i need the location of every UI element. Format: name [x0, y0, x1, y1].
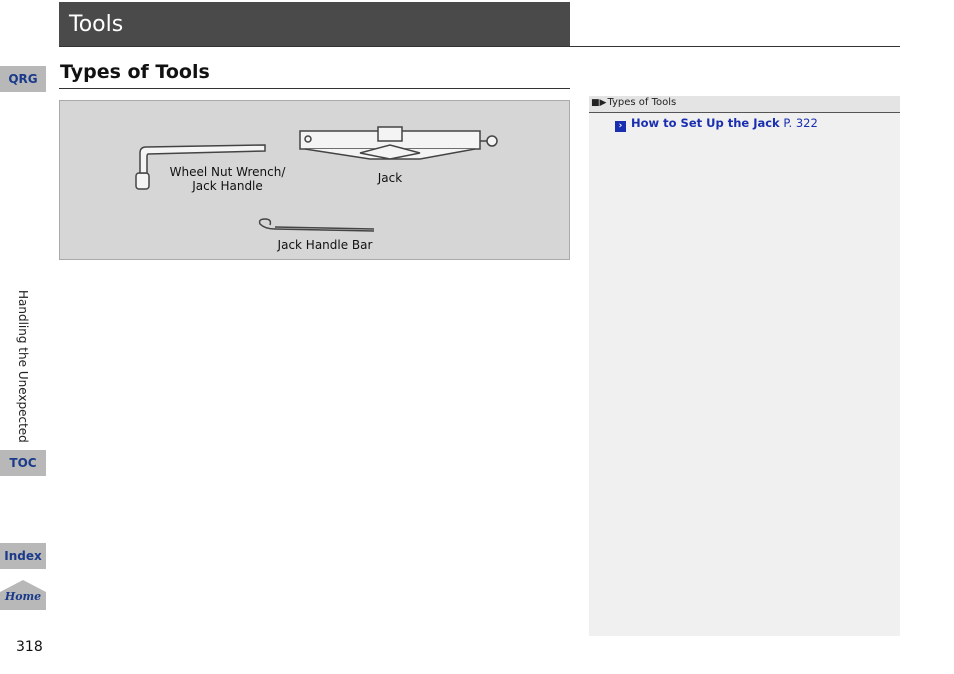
index-tab[interactable]: Index	[0, 543, 46, 569]
reference-marker-icon: ■▶	[591, 98, 607, 108]
page-title: Tools	[59, 2, 570, 46]
jack-label: Jack	[377, 171, 403, 185]
wrench-label-line1: Wheel Nut Wrench/	[169, 165, 286, 179]
side-note-heading-text: Types of Tools	[607, 97, 677, 108]
toc-tab[interactable]: TOC	[0, 450, 46, 476]
jack-drawing	[300, 127, 497, 159]
section-rule	[59, 88, 570, 89]
tools-illustration	[59, 100, 570, 260]
how-to-set-up-jack-link[interactable]	[615, 116, 818, 132]
page-number: 318	[16, 639, 43, 655]
link-page: P. 322	[783, 116, 818, 130]
link-arrow-icon: ›	[615, 121, 626, 132]
title-rule	[59, 46, 900, 47]
tools-drawing	[60, 101, 571, 261]
side-note	[589, 96, 900, 636]
jack-handle-bar-drawing	[260, 219, 374, 231]
jack-handle-bar-label: Jack Handle Bar	[277, 238, 373, 252]
qrg-tab[interactable]: QRG	[0, 66, 46, 92]
link-label: How to Set Up the Jack	[631, 116, 780, 130]
wrench-label-line2: Jack Handle	[192, 179, 263, 193]
home-label[interactable]: Home	[4, 590, 42, 603]
section-heading: Types of Tools	[60, 61, 210, 83]
wrench-label	[160, 165, 295, 193]
chapter-label: Handling the Unexpected	[16, 290, 30, 443]
side-note-heading	[589, 96, 900, 113]
